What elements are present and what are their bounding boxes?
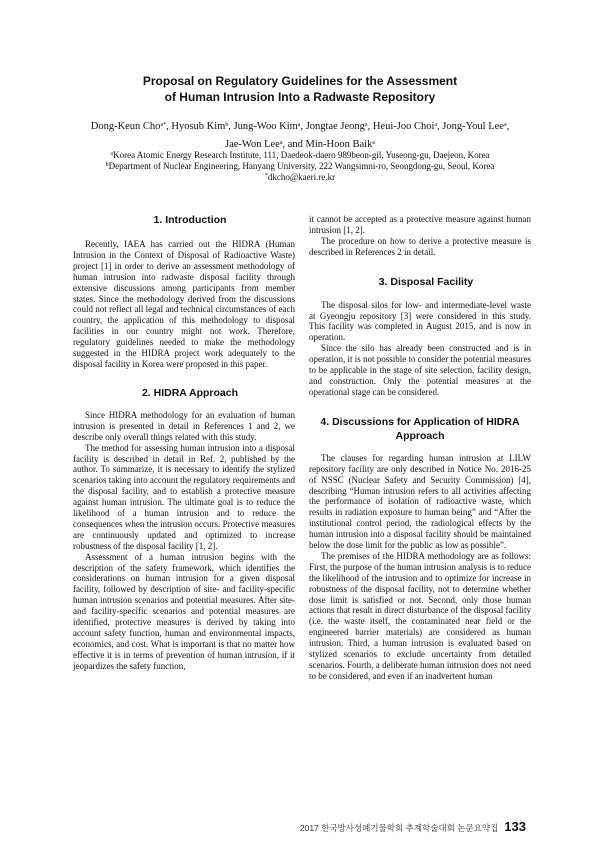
right-column bbox=[309, 214, 531, 682]
affiliation-text: Korea Atomic Energy Research Institute, 111, Daedeok-daero 989beon-gil, Yuseong-gu, Daejeon, Korea bbox=[113, 150, 490, 160]
paragraph-continued: it cannot be accepted as a protective measure against human intrusion [1, 2]. bbox=[309, 214, 531, 235]
page-number: 133 bbox=[504, 819, 526, 834]
affiliation-mark: b bbox=[105, 162, 109, 168]
email-mark: * bbox=[264, 173, 268, 179]
author-name: Jongtae Jeong bbox=[305, 121, 365, 132]
paragraph: Since the silo has already been constructed and is in operation, it is not possible to consider the potential measures to be applicable in the stage of site selection, facility design, and construction. Only the potential measures at the operational stage can be considered. bbox=[309, 343, 531, 397]
author-affil-mark: a bbox=[279, 140, 283, 146]
author-name: Min-Hoon Baik bbox=[305, 139, 373, 150]
title-line-1: Proposal on Regulatory Guidelines for the Assessment bbox=[142, 74, 458, 88]
paragraph: Recently, IAEA has carried out the HIDRA (Human Intrusion in the Context of Disposal of Radioactive Waste) project [1] in order to derive an assessment methodology of human intrusion into radwaste disposal facility through extensive discussions among participants from member states. Since the methodology derived from the discussions could not reflect all legal and technical circumstances of each country, the application of this methodology to disposal facilities in our country might not work. Therefore, regulatory guidelines needed to make the methodology suggested in the HIDRA project work adequately to the disposal facility in Korea were proposed in this paper. bbox=[73, 239, 295, 369]
author-name: Jae-Won Lee bbox=[224, 139, 280, 150]
affiliation-text: Department of Nuclear Engineering, Hanyang University, 222 Wangsimni-ro, Seongdong-gu, Seoul, Korea bbox=[108, 161, 495, 171]
section-heading-disposal-facility: 3. Disposal Facility bbox=[378, 275, 474, 288]
author-affil-mark: b bbox=[225, 122, 229, 128]
author-affil-mark: a bbox=[364, 122, 368, 128]
affiliation-mark: a bbox=[110, 151, 114, 157]
author-line-2: Jae-Won Lee$^a$, and Min-Hoon Baik$^a$ bbox=[224, 139, 376, 150]
paragraph: Assessment of a human intrusion begins with the description of the safety framework, which identifies the considerations on human intrusion for a given disposal facility, followed by description of site- and facility-specific human intrusion scenarios and potential measures. After site- and facility-specific scenarios and potential measures are identified, protective measures is derived by taking into account safety function, human and environmental impacts, economics, and cost. What is important is that no matter how effective it is in terms of prevention of human intrusion, if it jeopardizes the safety function, bbox=[73, 551, 295, 671]
author-name: Dong-Keun Cho bbox=[90, 121, 161, 132]
paragraph: The premises of the HIDRA methodology are as follows: First, the purpose of the human intrusion analysis is to reduce the likelihood of the intrusion and to optimize for increase in robustness of the disposal facility, not to determine whether dose limit is satisfied or not. Second, only those human actions that result in direct disturbance of the disposal facility (i.e. the waste itself, the contaminated near field or the engineered barrier materials) are considered as human intrusion. Third, a human intrusion is evaluated based on stylized scenarios to exclude uncertainty from detailed scenarios. Fourth, a deliberate human intrusion does not need to be considered, and even if an inadvertent human bbox=[309, 550, 531, 681]
author-affil-mark: a bbox=[297, 122, 301, 128]
conference-name: 2017 한국방사성폐기물학회 추계학술대회 논문요약집 bbox=[299, 823, 499, 833]
author-affil-mark: a bbox=[434, 122, 438, 128]
author-list bbox=[40, 118, 560, 154]
author-affil-mark: a bbox=[503, 122, 507, 128]
email-text: dkcho@kaeri.re.kr bbox=[267, 172, 336, 182]
author-name: Jong-Youl Lee bbox=[442, 121, 504, 132]
author-line-1: Dong-Keun Cho$^{a*}$, Hyosub Kim$^b$, Jung-Woo Kim$^a$, Jongtae Jeong$^a$, Heui-Joo Choi$^a$, Jong-Youl Lee$^a$, bbox=[90, 121, 510, 132]
author-affil-mark: a* bbox=[160, 122, 167, 128]
author-name: Heui-Joo Choi bbox=[372, 121, 435, 132]
paragraph: The clauses for regarding human intrusion at LILW repository facility are only described in Notice No. 2016-25 of NSSC (Nuclear Safety and Security Commission) [4], describing “Human intrusion refers to all activities affecting the performance of isolation of radioactive waste, which results in radiation exposure to human being” and “After the institutional control period, the radiological effects by the human intrusion into a disposal facility should be maintained below the dose limit for the public as low as possible”. bbox=[309, 452, 531, 551]
affiliations bbox=[40, 150, 560, 183]
corresponding-email bbox=[40, 172, 560, 183]
author-conjunction: and bbox=[287, 139, 303, 150]
paragraph: The procedure on how to derive a protective measure is described in References 2 in detail. bbox=[309, 235, 531, 257]
section-heading-hidra: 2. HIDRA Approach bbox=[141, 386, 239, 399]
paper-title bbox=[0, 73, 600, 105]
section-heading-introduction: 1. Introduction bbox=[153, 214, 227, 226]
page-footer bbox=[300, 819, 526, 834]
title-line-2: of Human Intrusion Into a Radwaste Repository bbox=[164, 90, 436, 104]
section-heading-discussions bbox=[309, 415, 531, 443]
author-name: Hyosub Kim bbox=[171, 121, 226, 132]
paragraph: The disposal silos for low- and intermediate-level waste at Gyeongju repository [3] were considered in this study. This facility was completed in August 2015, and is now in operation. bbox=[309, 299, 531, 343]
author-name: Jung-Woo Kim bbox=[233, 121, 298, 132]
affiliation-a bbox=[40, 150, 560, 161]
affiliation-b bbox=[40, 161, 560, 172]
paragraph: Since HIDRA methodology for an evaluation of human intrusion is presented in detail in References 1 and 2, we describe only overall things related with this study. bbox=[73, 409, 295, 442]
heading-line: 4. Discussions for Application of HIDRA bbox=[320, 415, 520, 428]
heading-line: Approach bbox=[395, 429, 445, 442]
left-column bbox=[73, 213, 295, 672]
author-affil-mark: a bbox=[372, 140, 376, 146]
paragraph: The method for assessing human intrusion into a disposal facility is described in detail in Ref. 2, published by the author. To summarize, it is necessary to identify the stylized scenarios taking into account the regulatory requirements and the disposal facility, and to establish a protective measure against human intrusion. The ultimate goal is to reduce the likelihood of a human intrusion and to reduce the consequences when the intrusion occurs. Protective measures are continuously updated and optimized to increase robustness of the disposal facility [1, 2]. bbox=[73, 442, 295, 551]
